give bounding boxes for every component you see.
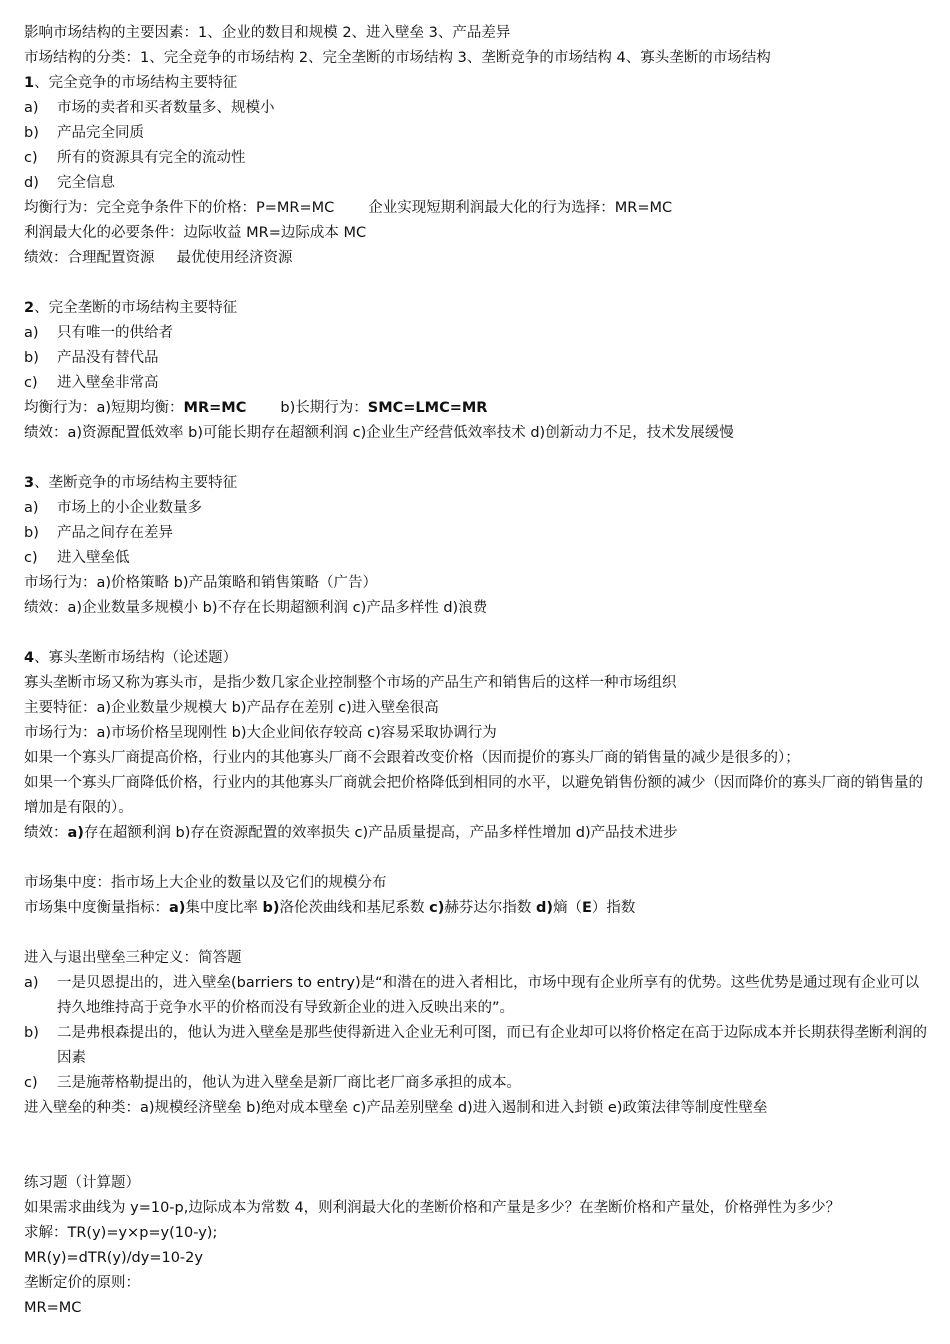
list-marker: a): [24, 975, 39, 991]
list-text: 市场的卖者和买者数量多、规模小: [57, 100, 275, 116]
list-text: 完全信息: [57, 175, 115, 191]
concentration-indicators: [24, 896, 928, 921]
equilibrium-prefix: 均衡行为：a)短期均衡：: [24, 400, 184, 416]
performance: [24, 821, 928, 846]
list-text: 二是弗根森提出的，他认为进入壁垒是那些使得新进入企业无利可图，而已有企业却可以将价格定在高于边际成本并长期获得垄断利润的因素: [57, 1025, 927, 1066]
list-item: [24, 371, 928, 396]
list-marker: d): [24, 175, 39, 191]
performance-items: 存在超额利润 b)存在资源配置的效率损失 c)产品质量提高，产品多样性增加 d)产品技术进步: [83, 825, 678, 841]
barrier-types: 进入壁垒的种类：a)规模经济壁垒 b)绝对成本壁垒 c)产品差别壁垒 d)进入遏制和进入封锁 e)政策法律等制度性壁垒: [24, 1100, 768, 1116]
equilibrium-price: 均衡行为：完全竞争条件下的价格：P=MR=MC: [24, 200, 335, 216]
indicator-d-suffix: ）指数: [591, 900, 636, 916]
short-run-equilibrium: MR=MC: [183, 400, 247, 416]
performance: [24, 246, 928, 271]
performance: 绩效：a)企业数量多规模小 b)不存在长期超额利润 c)产品多样性 d)浪费: [24, 600, 488, 616]
list-marker: b): [24, 125, 39, 141]
concentration-definition: 市场集中度：指市场上大企业的数量以及它们的规模分布: [24, 875, 387, 891]
oligopoly-definition: 寡头垄断市场又称为寡头市，是指少数几家企业控制整个市场的产品生产和销售后的这样一种市场组织: [24, 675, 677, 691]
list-item: [24, 96, 928, 121]
section-1-heading: [24, 71, 928, 96]
indicator-b-marker: b): [262, 900, 280, 916]
pricing-rule: MR=MC: [24, 1300, 82, 1316]
price-raise-paragraph: 如果一个寡头厂商提高价格，行业内的其他寡头厂商不会跟着改变价格（因而提价的寡头厂商的销售量的减少是很多的）；: [24, 750, 800, 766]
section-4-heading: [24, 646, 928, 671]
list-item: [24, 1071, 928, 1096]
section-3-title: 、垄断竞争的市场结构主要特征: [34, 475, 238, 491]
performance-prefix: 绩效：: [24, 825, 68, 841]
list-item: [24, 121, 928, 146]
exercise-question: 如果需求曲线为 y=10-p,边际成本为常数 4，则利润最大化的垄断价格和产量是多少？在垄断价格和产量处，价格弹性为多少？: [24, 1200, 841, 1216]
indicator-d: 熵（: [553, 900, 583, 916]
short-run-profit-rule: 企业实现短期利润最大化的行为选择：MR=MC: [368, 200, 673, 216]
section-2-title: 、完全垄断的市场结构主要特征: [34, 300, 238, 316]
list-text: 只有唯一的供给者: [57, 325, 173, 341]
equilibrium-behavior: [24, 196, 928, 221]
list-item: [24, 521, 928, 546]
list-text: 产品没有替代品: [57, 350, 159, 366]
solution-mr: MR(y)=dTR(y)/dy=10-2y: [24, 1250, 203, 1266]
performance-a-marker: a): [67, 825, 84, 841]
section-1-number: 1: [24, 75, 35, 91]
list-text: 产品之间存在差异: [57, 525, 173, 541]
price-lower-paragraph: 如果一个寡头厂商降低价格，行业内的其他寡头厂商就会把价格降低到相同的水平，以避免销售份额的减少（因而降价的寡头厂商的销售量的增加是有限的）。: [24, 775, 923, 816]
indicator-a: 集中度比率: [185, 900, 263, 916]
indicator-c-marker: c): [429, 900, 445, 916]
long-run-equilibrium: SMC=LMC=MR: [367, 400, 488, 416]
section-4-title: 、寡头垄断市场结构（论述题）: [34, 650, 238, 666]
list-item: [24, 1021, 928, 1071]
list-item: [24, 346, 928, 371]
list-marker: a): [24, 500, 39, 516]
list-text: 所有的资源具有完全的流动性: [57, 150, 246, 166]
section-2-number: 2: [24, 300, 35, 316]
exercise-title: 练习题（计算题）: [24, 1175, 140, 1191]
list-item: [24, 171, 928, 196]
long-run-label: b)长期行为：: [280, 400, 368, 416]
market-behavior: 市场行为：a)价格策略 b)产品策略和销售策略（广告）: [24, 575, 378, 591]
barriers-title: 进入与退出壁垒三种定义：简答题: [24, 950, 242, 966]
list-item: [24, 321, 928, 346]
indicator-a-marker: a): [169, 900, 186, 916]
list-text: 进入壁垒低: [57, 550, 130, 566]
profit-max-condition: 利润最大化的必要条件：边际收益 MR=边际成本 MC: [24, 225, 367, 241]
section-4-number: 4: [24, 650, 35, 666]
market-behavior: 市场行为：a)市场价格呈现刚性 b)大企业间依存较高 c)容易采取协调行为: [24, 725, 497, 741]
section-3-number: 3: [24, 475, 35, 491]
list-marker: c): [24, 375, 38, 391]
list-item: [24, 971, 928, 1021]
pricing-principle: 垄断定价的原则：: [24, 1275, 140, 1291]
list-marker: a): [24, 325, 39, 341]
list-marker: c): [24, 150, 38, 166]
market-structure-factors: 影响市场结构的主要因素：1、企业的数目和规模 2、进入壁垒 3、产品差异: [24, 25, 511, 41]
list-marker: b): [24, 350, 39, 366]
indicator-d-marker: d): [536, 900, 554, 916]
indicators-prefix: 市场集中度衡量指标：: [24, 900, 169, 916]
list-item: [24, 146, 928, 171]
main-features: 主要特征：a)企业数量少规模大 b)产品存在差别 c)进入壁垒很高: [24, 700, 439, 716]
performance-a: 绩效：合理配置资源: [24, 250, 155, 266]
list-marker: a): [24, 100, 39, 116]
equilibrium-behavior: [24, 396, 928, 421]
list-marker: b): [24, 1025, 39, 1041]
list-text: 进入壁垒非常高: [57, 375, 159, 391]
performance: 绩效：a)资源配置低效率 b)可能长期存在超额利润 c)企业生产经营低效率技术 d)创新动力不足，技术发展缓慢: [24, 425, 734, 441]
list-text: 一是贝恩提出的，进入壁垒(barriers to entry)是“和潜在的进入者相比，市场中现有企业所享有的优势。这些优势是通过现有企业可以持久地维持高于竞争水平的价格而没有导致新企业的进入反映出来的”。: [57, 975, 920, 1016]
indicator-e-marker: E: [582, 900, 592, 916]
list-marker: c): [24, 1075, 38, 1091]
list-text: 产品完全同质: [57, 125, 144, 141]
indicator-b: 洛伦茨曲线和基尼系数: [279, 900, 430, 916]
section-1-title: 、完全竞争的市场结构主要特征: [34, 75, 238, 91]
solution-tr: 求解：TR(y)=y×p=y(10-y);: [24, 1225, 218, 1241]
market-structure-classification: 市场结构的分类：1、完全竞争的市场结构 2、完全垄断的市场结构 3、垄断竞争的市场结构 4、寡头垄断的市场结构: [24, 50, 771, 66]
list-item: [24, 546, 928, 571]
list-text: 市场上的小企业数量多: [57, 500, 202, 516]
list-item: [24, 496, 928, 521]
section-2-heading: [24, 296, 928, 321]
indicator-c: 赫芬达尔指数: [444, 900, 536, 916]
list-marker: c): [24, 550, 38, 566]
list-marker: b): [24, 525, 39, 541]
list-text: 三是施蒂格勒提出的，他认为进入壁垒是新厂商比老厂商多承担的成本。: [57, 1075, 521, 1091]
section-3-heading: [24, 471, 928, 496]
performance-b: 最优使用经济资源: [176, 250, 293, 266]
